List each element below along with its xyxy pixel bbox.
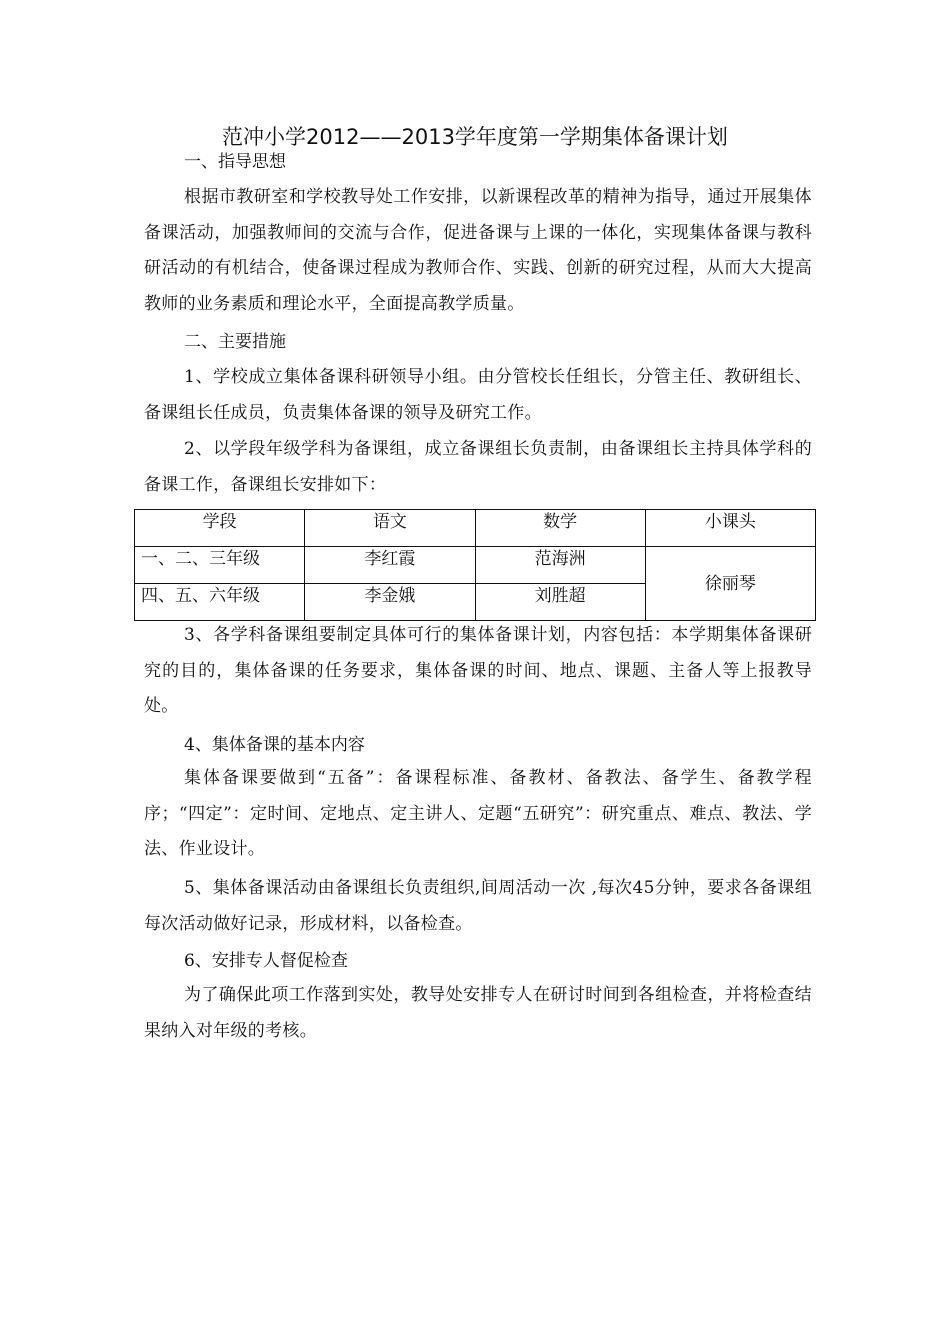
paragraph-measure-6-heading: 6、安排专人督促检查: [184, 951, 348, 971]
paragraph-measure-6-body: 为了确保此项工作落到实处，教导处安排专人在研讨时间到各组检查，并将检查结果纳入对年级的考核。: [144, 985, 812, 1041]
table-cell: 李金娥: [305, 584, 475, 621]
paragraph-measure-3: 3、各学科备课组要制定具体可行的集体备课计划，内容包括：本学期集体备课研究的目的，集体备课的任务要求，集体备课的时间、地点、课题、主备人等上报教导处。: [144, 625, 812, 716]
table-header-cell: 数学: [475, 510, 645, 547]
paragraph-measure-5: 5、集体备课活动由备课组长负责组织,间周活动一次 ,每次45分钟，要求各备课组每次活动做好记录，形成材料，以备检查。: [144, 878, 812, 934]
table-cell-merged: 徐丽琴: [645, 547, 815, 621]
table-cell: 李红霞: [305, 547, 475, 584]
table-cell: 范海洲: [475, 547, 645, 584]
paragraph-measure-1: 1、学校成立集体备课科研领导小组。由分管校长任组长，分管主任、教研组长、备课组长任成员，负责集体备课的领导及研究工作。: [144, 367, 812, 423]
table-header-cell: 语文: [305, 510, 475, 547]
paragraph-measure-2: 2、以学段年级学科为备课组，成立备课组长负责制，由备课组长主持具体学科的备课工作，备课组长安排如下：: [144, 439, 812, 495]
paragraph-measure-4-heading: 4、集体备课的基本内容: [184, 735, 365, 755]
table-header-cell: 学段: [135, 510, 305, 547]
section-heading-guiding-ideology: 一、指导思想: [184, 152, 286, 172]
paragraph-guiding-ideology: 根据市教研室和学校教导处工作安排，以新课程改革的精神为指导，通过开展集体备课活动，加强教师间的交流与合作，促进备课与上课的一体化，实现集体备课与教科研活动的有机结合，使备课过程成为教师合作、实践、创新的研究过程，从而大大提高教师的业务素质和理论水平，全面提高教学质量。: [144, 187, 812, 314]
table-cell-grade: 四、五、六年级: [135, 584, 305, 621]
table-header-row: [135, 510, 816, 547]
group-leader-table: [134, 509, 816, 621]
table-row: [135, 547, 816, 584]
table-header-cell: 小课头: [645, 510, 815, 547]
table-cell-grade: 一、二、三年级: [135, 547, 305, 584]
paragraph-measure-4-body: 集体备课要做到“五备”：备课程标准、备教材、备教法、备学生、备教学程序；“四定”：定时间、定地点、定主讲人、定题“五研究”：研究重点、难点、教法、学法、作业设计。: [144, 768, 812, 859]
table-cell: 刘胜超: [475, 584, 645, 621]
section-heading-main-measures: 二、主要措施: [184, 332, 286, 352]
document-title: 范冲小学2012——2013学年度第一学期集体备课计划: [222, 125, 728, 149]
